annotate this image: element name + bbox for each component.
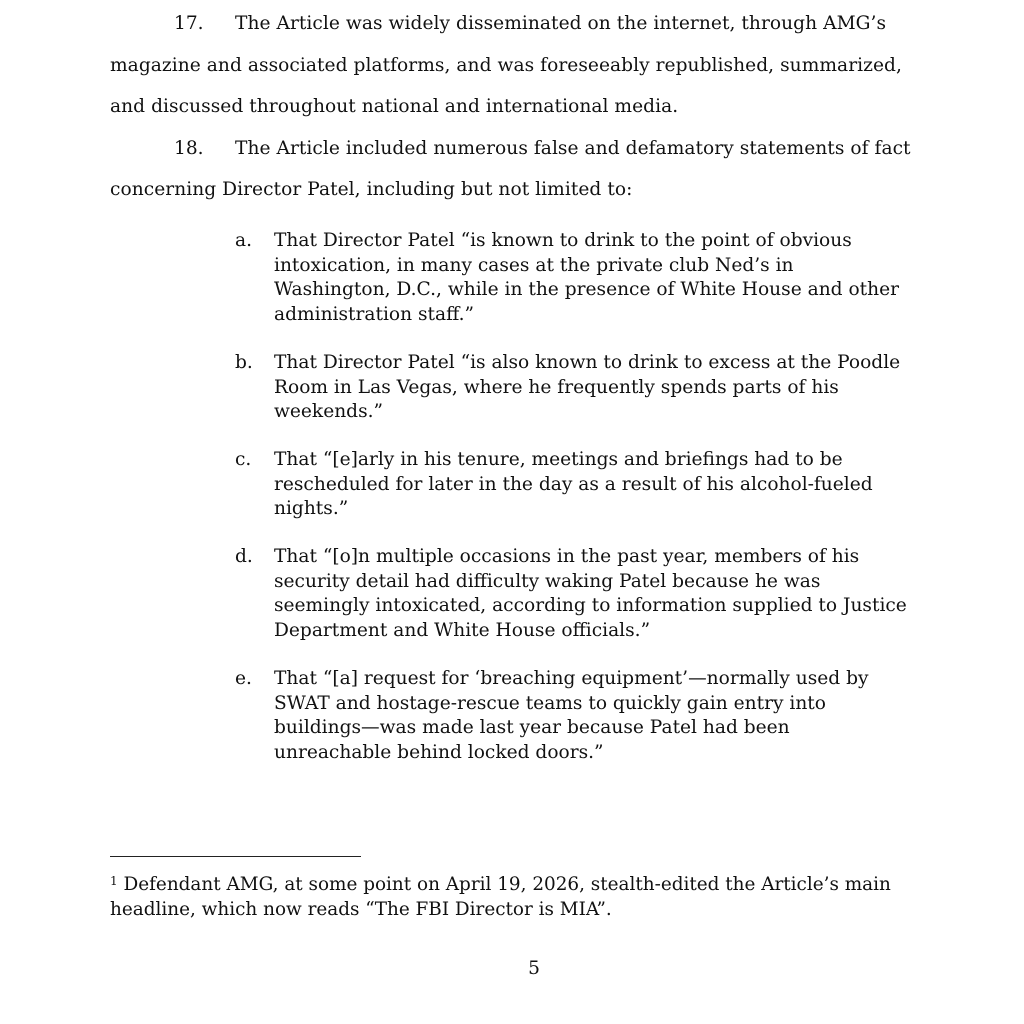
- item-line: That Director Patel “is known to drink to the point of obvious: [274, 230, 852, 251]
- item-line: weekends.”: [274, 401, 384, 422]
- item-line: nights.”: [274, 498, 349, 519]
- item-line: intoxication, in many cases at the private club Ned’s in: [274, 254, 794, 276]
- item-text: [274, 545, 934, 643]
- item-text: [274, 351, 934, 425]
- paragraph-line: magazine and associated platforms, and was foreseeably republished, summarized,: [110, 55, 902, 76]
- item-line: security detail had difficulty waking Patel because he was: [274, 570, 821, 592]
- item-line: SWAT and hostage-rescue teams to quickly gain entry into: [274, 692, 826, 714]
- item-line: Room in Las Vegas, where he frequently spends parts of his: [274, 376, 839, 398]
- item-line: Department and White House officials.”: [274, 619, 651, 641]
- item-line: unreachable behind locked doors.”: [274, 741, 604, 763]
- paragraph-line: The Article included numerous false and defamatory statements of fact: [235, 138, 911, 159]
- item-letter: b.: [235, 352, 253, 373]
- page-number: 5: [528, 958, 540, 979]
- paragraph-line: The Article was widely disseminated on the internet, through AMG’s: [235, 13, 887, 34]
- footnote-divider: [110, 856, 361, 857]
- item-line: That Director Patel “is also known to drink to excess at the Poodle: [274, 352, 901, 373]
- item-line: administration staff.”: [274, 303, 475, 325]
- footnote-line-1: [110, 869, 891, 897]
- item-line: rescheduled for later in the day as a result of his alcohol-fueled: [274, 473, 873, 495]
- item-line: Washington, D.C., while in the presence of White House and other: [274, 279, 900, 300]
- footnote: [110, 869, 891, 922]
- item-letter: c.: [235, 449, 252, 470]
- paragraph-number: 17.: [174, 13, 204, 34]
- item-line: That “[o]n multiple occasions in the past year, members of his: [274, 546, 860, 567]
- item-line: buildings—was made last year because Patel had been: [274, 717, 790, 738]
- item-line: That “[e]arly in his tenure, meetings and briefings had to be: [274, 449, 843, 470]
- item-text: [274, 448, 934, 522]
- item-letter: d.: [235, 546, 253, 567]
- item-line: That “[a] request for ‘breaching equipment’—normally used by: [274, 668, 869, 689]
- item-letter: e.: [235, 668, 252, 689]
- footnote-line-2: headline, which now reads “The FBI Director is MIA”.: [110, 899, 612, 920]
- paragraph-number: 18.: [174, 138, 204, 159]
- item-text: [274, 667, 934, 765]
- item-line: seemingly intoxicated, according to information supplied to Justice: [274, 595, 907, 616]
- footnote-marker: 1: [110, 874, 118, 888]
- paragraph-line: concerning Director Patel, including but not limited to:: [110, 179, 633, 200]
- paragraph-line: and discussed throughout national and international media.: [110, 96, 679, 117]
- item-letter: a.: [235, 230, 252, 251]
- item-text: [274, 229, 934, 327]
- footnote-text: Defendant AMG, at some point on April 19, 2026, stealth-edited the Article’s main: [123, 874, 891, 895]
